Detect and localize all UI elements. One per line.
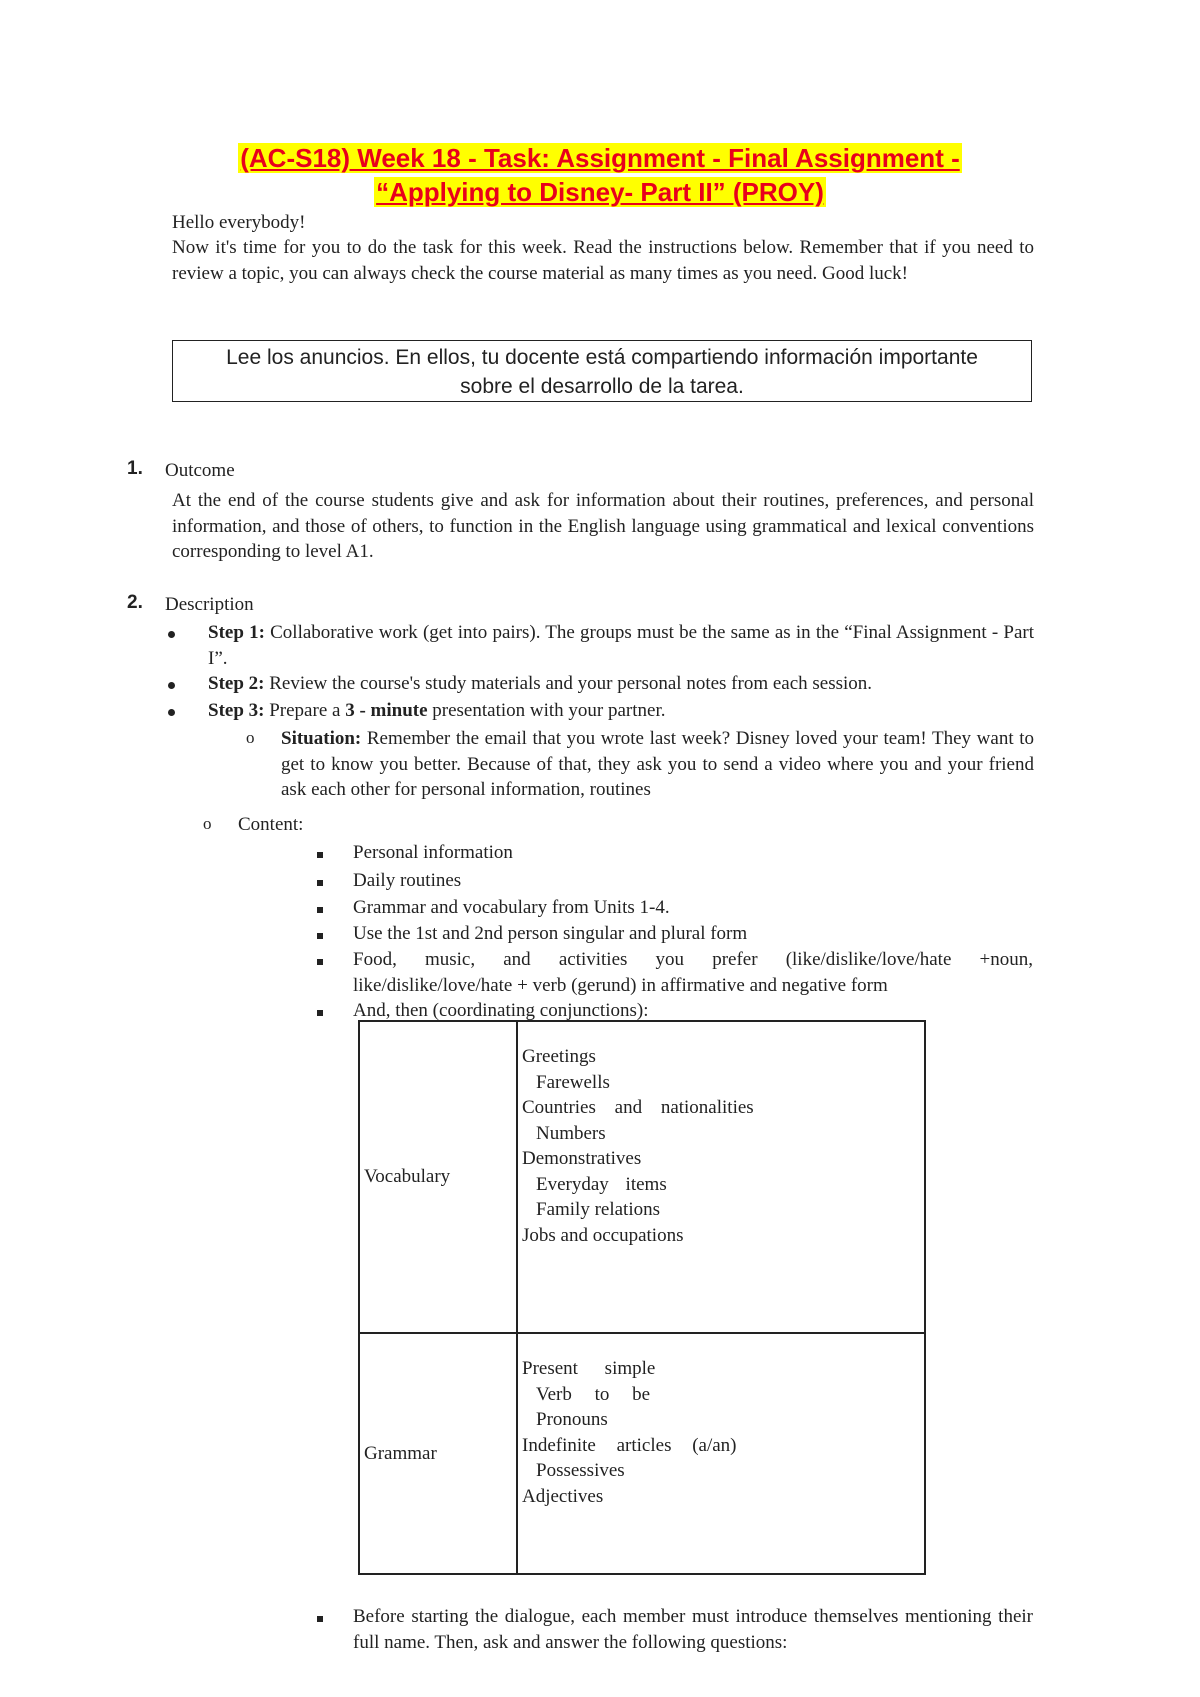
section-1-body: At the end of the course students give and ask for information about their routines, preferences, and personal information, and those of others, to function in the English language using grammatical and lexical conventions corresponding to level A1. xyxy=(172,490,1034,562)
document-title-line-1: (AC-S18) Week 18 - Task: Assignment - Final Assignment - xyxy=(240,143,960,173)
section-1-label: Outcome xyxy=(165,460,235,481)
notice-line-1: Lee los anuncios. En ellos, tu docente está compartiendo información importante xyxy=(226,346,978,369)
content-item-final: Before starting the dialogue, each member must introduce themselves mentioning their full name. Then, ask and answer the following questions: xyxy=(353,1606,1033,1653)
bullet-dot xyxy=(168,631,175,638)
step-2: Step 2: Review the course's study materials and your personal notes from each session. xyxy=(208,673,873,694)
step-1: Step 1: Collaborative work (get into pairs). The groups must be the same as in the “Final Assignment - Part I”. xyxy=(208,622,1034,669)
table-item: Demonstratives xyxy=(522,1148,642,1169)
table-item: Verb to be xyxy=(536,1383,651,1405)
notice-box xyxy=(172,340,1032,402)
square-bullet xyxy=(317,852,323,858)
table-row xyxy=(359,1021,925,1333)
table-items-cell xyxy=(517,1333,925,1574)
table-item: Family relations xyxy=(536,1199,661,1220)
sub-bullet-marker: o xyxy=(203,814,212,833)
vocabulary-grammar-table xyxy=(358,1020,926,1575)
situation-item: Situation: Remember the email that you wrote last week? Disney loved your team! They want to get to know you better. Because of that, they ask you to send a video where you and your friend ask each other for personal information, routines xyxy=(281,728,1034,800)
table-item: Greetings xyxy=(522,1046,596,1067)
table-item: Farewells xyxy=(536,1071,610,1093)
content-item: Grammar and vocabulary from Units 1-4. xyxy=(353,897,670,918)
content-label: Content: xyxy=(238,814,304,835)
table-item: Countries and nationalities xyxy=(522,1097,754,1118)
square-bullet xyxy=(317,959,323,965)
square-bullet xyxy=(317,880,323,886)
table-row xyxy=(359,1333,925,1574)
bullet-dot xyxy=(168,682,175,689)
sub-bullet-marker: o xyxy=(246,728,255,747)
table-category-cell: Vocabulary xyxy=(359,1021,517,1333)
document-title-line-2: “Applying to Disney- Part II” (PROY) xyxy=(376,177,824,207)
section-2-number: 2. xyxy=(127,592,143,613)
content-item: Personal information xyxy=(353,842,513,863)
table-category-cell: Grammar xyxy=(359,1333,517,1574)
square-bullet xyxy=(317,1010,323,1016)
square-bullet xyxy=(317,933,323,939)
table-item: Indefinite articles (a/an) xyxy=(522,1434,737,1456)
section-2-label: Description xyxy=(165,594,254,615)
table-item: Everyday items xyxy=(536,1173,667,1195)
content-item: Daily routines xyxy=(353,870,462,891)
bullet-dot xyxy=(168,709,175,716)
table-item: Adjectives xyxy=(522,1485,604,1507)
notice-line-2: sobre el desarrollo de la tarea. xyxy=(460,375,744,398)
table-item: Pronouns xyxy=(536,1409,608,1430)
square-bullet xyxy=(317,1616,323,1622)
square-bullet xyxy=(317,907,323,913)
step-3: Step 3: Prepare a 3 - minute presentation with your partner. xyxy=(208,700,666,721)
content-item: Use the 1st and 2nd person singular and plural form xyxy=(353,923,748,944)
table-item: Possessives xyxy=(536,1460,625,1481)
table-item: Jobs and occupations xyxy=(522,1224,684,1246)
table-item: Numbers xyxy=(536,1122,606,1144)
content-item: And, then (coordinating conjunctions): xyxy=(353,1000,649,1021)
table-item: Present simple xyxy=(522,1358,656,1379)
section-1-number: 1. xyxy=(127,458,143,479)
content-item: Food, music, and activities you prefer (like/dislike/love/hate +noun, like/dislike/love/hate + verb (gerund) in affirmative and negative form xyxy=(353,949,1033,996)
intro-greeting: Hello everybody! xyxy=(172,212,306,233)
table-items-cell xyxy=(517,1021,925,1333)
intro-body: Now it's time for you to do the task for this week. Read the instructions below. Remember that if you need to review a topic, you can always check the course material as many times as you need. Good luck! xyxy=(172,237,1034,284)
